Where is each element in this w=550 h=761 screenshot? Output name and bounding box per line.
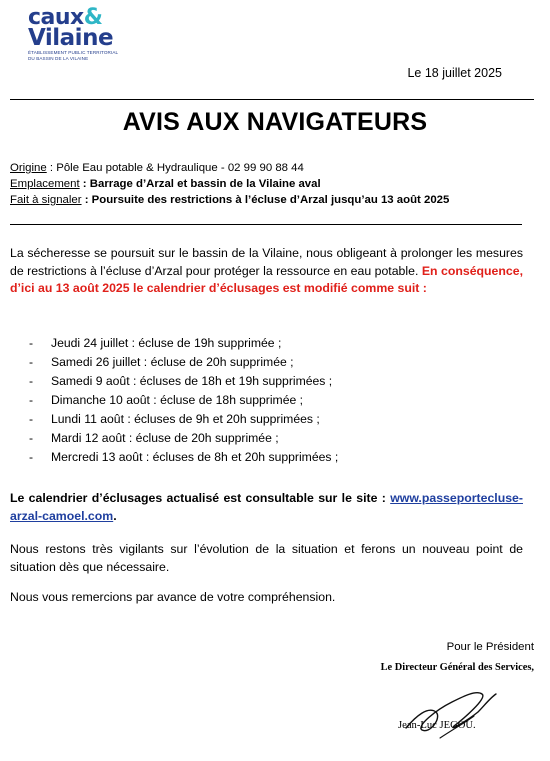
document-date: Le 18 juillet 2025 [407,66,502,80]
intro-text: La sécheresse se poursuit sur le bassin de la Vilaine, nous obligeant à prolonger les mesures de restrictions à l’écluse d’Arzal pour protéger la ressource en eau potable. [10,246,523,278]
caux-vilaine-logo [28,5,118,61]
list-item: - Samedi 9 août : écluses de 18h et 19h supprimées ; [29,374,333,388]
list-item: - Jeudi 24 juillet : écluse de 19h supprimée ; [29,336,282,350]
page-title: AVIS AUX NAVIGATEURS [122,108,428,136]
notice-metadata [10,160,449,208]
intro-paragraph [10,245,523,298]
closure-list [29,334,338,467]
vigilance-paragraph: Nous restons très vigilants sur l’évolution de la situation et ferons un nouveau point de situation dès que nécessaire. [10,542,523,574]
handwritten-signature [392,676,512,746]
list-item: - Samedi 26 juillet : écluse de 20h supprimée ; [29,355,294,369]
logo-wordmark-line2: Vilaine [28,25,114,51]
list-item: - Mercredi 13 août : écluses de 8h et 20h supprimées ; [29,450,339,464]
signature-title: Pour le Président [446,641,534,653]
top-divider [10,99,534,100]
calendar-website-link[interactable]: www.passeportecluse-arzal-camoel.com [10,491,523,523]
meta-emplacement: Emplacement : Barrage d’Arzal et bassin de la Vilaine aval [10,178,321,190]
list-item: - Dimanche 10 août : écluse de 18h supprimée ; [29,393,304,407]
logo-ampersand: & [83,5,103,30]
meta-divider [10,224,522,225]
meta-origine: Origine : Pôle Eau potable & Hydraulique - 02 99 90 88 44 [10,162,304,174]
signature-role: Le Directeur Général des Services, [380,662,534,673]
list-item: - Mardi 12 août : écluse de 20h supprimée ; [29,431,279,445]
calendar-paragraph: Le calendrier d’éclusages actualisé est consultable sur le site : www.passeportecluse-arzal-camoel.com. [10,491,523,523]
meta-fait-a-signaler: Fait à signaler : Poursuite des restrictions à l’écluse d’Arzal jusqu’au 13 août 2025 [10,194,450,206]
logo-wordmark-line1: caux& [28,5,103,30]
thanks-paragraph: Nous vous remercions par avance de votre compréhension. [10,590,336,604]
logo-subtitle: ÉTABLISSEMENT PUBLIC TERRITORIAL DU BASSIN DE LA VILAINE [28,50,118,61]
intro-highlight: En conséquence, d’ici au 13 août 2025 le calendrier d’éclusages est modifié comme suit : [10,263,523,295]
signatory-name: Jean-Luc JEGOU. [398,720,476,731]
list-item: - Lundi 11 août : écluses de 9h et 20h supprimées ; [29,412,320,426]
